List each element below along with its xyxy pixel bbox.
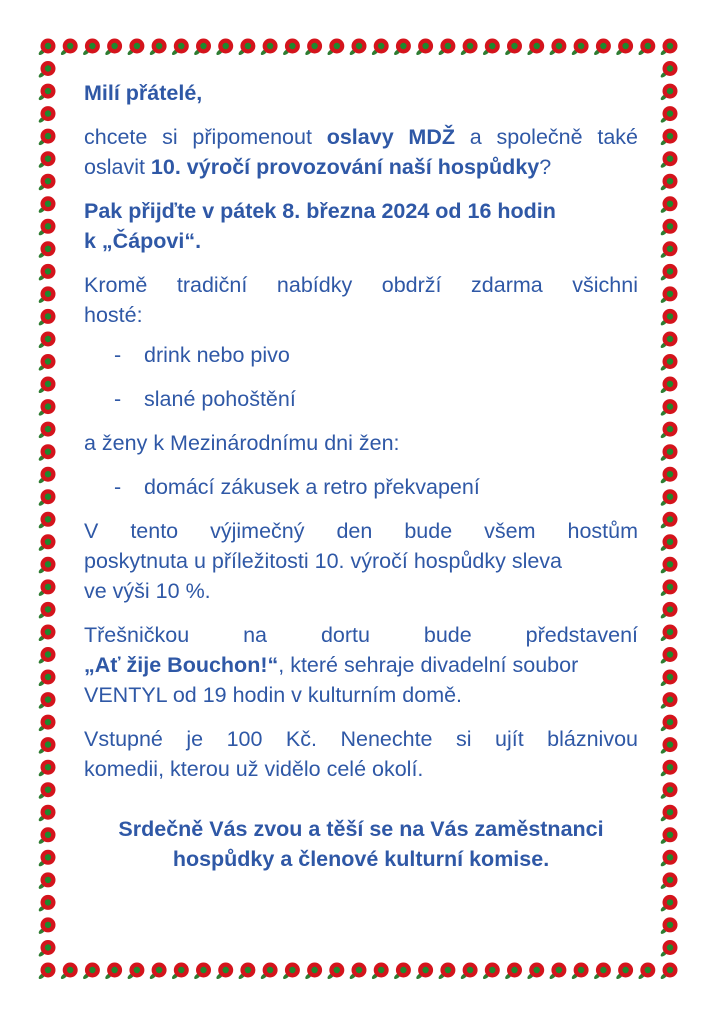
flower-icon [104, 963, 122, 981]
flower-icon [38, 602, 56, 620]
flower-icon [326, 963, 344, 981]
show-line-1: Třešničkou na dortu bude představení [84, 623, 638, 647]
women-intro: a ženy k Mezinárodnímu dni žen: [84, 431, 400, 455]
flower-icon [38, 895, 56, 913]
flower-icon [104, 39, 122, 57]
guest-list-item [84, 340, 638, 370]
flower-icon [38, 850, 56, 868]
flower-icon [38, 557, 56, 575]
flower-icon [660, 872, 678, 890]
flower-icon [660, 512, 678, 530]
flower-icon [38, 872, 56, 890]
flower-icon [38, 467, 56, 485]
flower-icon [127, 963, 145, 981]
flower-icon [371, 963, 389, 981]
flower-icon [38, 129, 56, 147]
flower-icon [38, 715, 56, 733]
flower-icon [460, 963, 478, 981]
greeting: Milí přátelé, [84, 81, 203, 105]
flower-icon [549, 39, 567, 57]
flower-icon [38, 377, 56, 395]
flower-icon [38, 579, 56, 597]
flower-icon [660, 579, 678, 597]
flower-icon [482, 39, 500, 57]
list-dash: - [114, 387, 122, 411]
flower-icon [371, 39, 389, 57]
entry-paragraph [84, 724, 638, 784]
flower-icon [38, 332, 56, 350]
flower-icon [549, 963, 567, 981]
entry-line-1: Vstupné je 100 Kč. Nenechte si ujít bláznivou [84, 727, 638, 751]
flower-icon [660, 467, 678, 485]
flower-icon [660, 354, 678, 372]
flower-icon [660, 129, 678, 147]
flower-icon [38, 444, 56, 462]
show-line-2 [84, 650, 638, 680]
flower-icon [38, 286, 56, 304]
flower-icon [660, 151, 678, 169]
flower-icon [571, 39, 589, 57]
flower-icon [260, 963, 278, 981]
show-line-2-rest: , které sehraje divadelní soubor [278, 653, 579, 677]
flower-icon [660, 39, 678, 57]
flower-icon [260, 39, 278, 57]
flower-icon [38, 760, 56, 778]
guest-item-text: slané pohoštění [144, 387, 296, 411]
intro-paragraph [84, 122, 638, 182]
flower-icon [38, 963, 56, 981]
flower-icon [660, 670, 678, 688]
flower-icon [660, 805, 678, 823]
show-paragraph [84, 620, 638, 710]
flower-icon [504, 963, 522, 981]
entry-line-2: komedii, kterou už vidělo celé okolí. [84, 757, 424, 781]
flower-icon [660, 61, 678, 79]
flower-icon [38, 174, 56, 192]
flower-icon [660, 399, 678, 417]
list-dash: - [114, 475, 122, 499]
flower-icon [38, 512, 56, 530]
flower-icon [660, 760, 678, 778]
flower-icon [127, 39, 145, 57]
flower-icon [171, 963, 189, 981]
flower-icon [38, 354, 56, 372]
flower-icon [660, 219, 678, 237]
flower-icon [526, 39, 544, 57]
flower-icon [660, 84, 678, 102]
invite-paragraph [84, 196, 638, 256]
flower-icon [38, 219, 56, 237]
flower-icon [215, 963, 233, 981]
closing-line-1: Srdečně Vás zvou a těší se na Vás zaměstnanci [118, 817, 604, 841]
flower-icon [660, 286, 678, 304]
flower-icon [660, 377, 678, 395]
show-title: „Ať žije Bouchon!“ [84, 653, 279, 677]
flower-icon [326, 39, 344, 57]
flower-icon [38, 625, 56, 643]
invite-line-1: Pak přijďte v pátek 8. března 2024 od 16 hodin [84, 199, 556, 223]
show-line-3: VENTYL od 19 hodin v kulturním domě. [84, 683, 463, 707]
flower-icon [38, 670, 56, 688]
flower-icon [660, 241, 678, 259]
flower-icon [571, 963, 589, 981]
flower-icon [393, 963, 411, 981]
flower-icon [660, 264, 678, 282]
closing-paragraph [84, 814, 638, 874]
offer-line-2: hosté: [84, 303, 143, 327]
flower-icon [660, 692, 678, 710]
letter-content [84, 78, 638, 874]
intro-bold-mdz: oslavy MDŽ [326, 125, 455, 149]
flower-icon [660, 196, 678, 214]
flower-icon [615, 963, 633, 981]
flower-icon [38, 940, 56, 958]
flower-icon [660, 782, 678, 800]
flower-icon [38, 61, 56, 79]
flower-icon [38, 309, 56, 327]
flower-icon [38, 39, 56, 57]
flower-icon [660, 557, 678, 575]
flower-icon [660, 625, 678, 643]
flower-icon [349, 39, 367, 57]
flower-icon [660, 940, 678, 958]
flower-icon [438, 39, 456, 57]
flower-icon [593, 963, 611, 981]
closing-line-2: hospůdky a členové kulturní komise. [172, 847, 550, 871]
flower-icon [38, 106, 56, 124]
flower-icon [637, 963, 655, 981]
flower-icon [526, 963, 544, 981]
flower-icon [415, 963, 433, 981]
flower-icon [660, 106, 678, 124]
flower-icon [660, 850, 678, 868]
women-list-item [84, 472, 638, 502]
flower-icon [149, 39, 167, 57]
flower-icon [660, 602, 678, 620]
flower-icon [304, 39, 322, 57]
guest-item-text: drink nebo pivo [144, 343, 290, 367]
flower-icon [38, 151, 56, 169]
flower-icon [504, 39, 522, 57]
flower-icon [660, 737, 678, 755]
flower-icon [660, 332, 678, 350]
flower-icon [38, 647, 56, 665]
flower-icon [660, 647, 678, 665]
flower-icon [38, 399, 56, 417]
flower-icon [38, 692, 56, 710]
flower-icon [660, 309, 678, 327]
intro-text-3: ? [539, 155, 552, 179]
flower-icon [415, 39, 433, 57]
flower-icon [38, 805, 56, 823]
flower-icon [349, 963, 367, 981]
flower-icon [38, 782, 56, 800]
flower-icon [660, 489, 678, 507]
flower-icon [38, 422, 56, 440]
invite-line-2: k „Čápovi“. [84, 229, 202, 253]
flower-icon [660, 963, 678, 981]
offer-line-1: Kromě tradiční nabídky obdrží zdarma všichni [84, 273, 638, 297]
flower-icon [38, 489, 56, 507]
guest-list-item [84, 384, 638, 414]
flower-icon [38, 241, 56, 259]
flower-icon [637, 39, 655, 57]
discount-line-2: poskytnuta u příležitosti 10. výročí hospůdky sleva [84, 549, 563, 573]
flower-icon [482, 963, 500, 981]
flower-icon [282, 963, 300, 981]
flower-icon [82, 963, 100, 981]
flower-icon [238, 39, 256, 57]
flower-icon [660, 444, 678, 462]
flower-icon [660, 827, 678, 845]
flower-icon [215, 39, 233, 57]
flower-icon [60, 963, 78, 981]
flower-icon [660, 917, 678, 935]
flower-icon [615, 39, 633, 57]
flower-icon [660, 715, 678, 733]
flower-icon [282, 39, 300, 57]
flower-icon [60, 39, 78, 57]
offer-paragraph [84, 270, 638, 330]
flower-icon [660, 422, 678, 440]
flower-icon [660, 534, 678, 552]
flower-icon [38, 917, 56, 935]
flower-icon [193, 963, 211, 981]
flower-icon [171, 39, 189, 57]
intro-bold-anniversary: 10. výročí provozování naší hospůdky [150, 155, 540, 179]
women-item-text: domácí zákusek a retro překvapení [144, 475, 480, 499]
intro-text-2: a společně také oslavit [84, 125, 638, 179]
flower-icon [238, 963, 256, 981]
flower-icon [38, 737, 56, 755]
flower-icon [193, 39, 211, 57]
flower-icon [38, 264, 56, 282]
flower-icon [38, 534, 56, 552]
flower-icon [82, 39, 100, 57]
flower-icon [38, 196, 56, 214]
discount-paragraph [84, 516, 638, 606]
flower-icon [460, 39, 478, 57]
flower-icon [660, 895, 678, 913]
flower-icon [660, 174, 678, 192]
discount-line-1: V tento výjimečný den bude všem hostům [84, 519, 638, 543]
flower-icon [593, 39, 611, 57]
flower-icon [304, 963, 322, 981]
intro-text-1: chcete si připomenout [84, 125, 327, 149]
discount-line-3: ve výši 10 %. [84, 579, 211, 603]
flower-icon [38, 827, 56, 845]
list-dash: - [114, 343, 122, 367]
flower-icon [38, 84, 56, 102]
flower-icon [149, 963, 167, 981]
flower-icon [438, 963, 456, 981]
flower-icon [393, 39, 411, 57]
